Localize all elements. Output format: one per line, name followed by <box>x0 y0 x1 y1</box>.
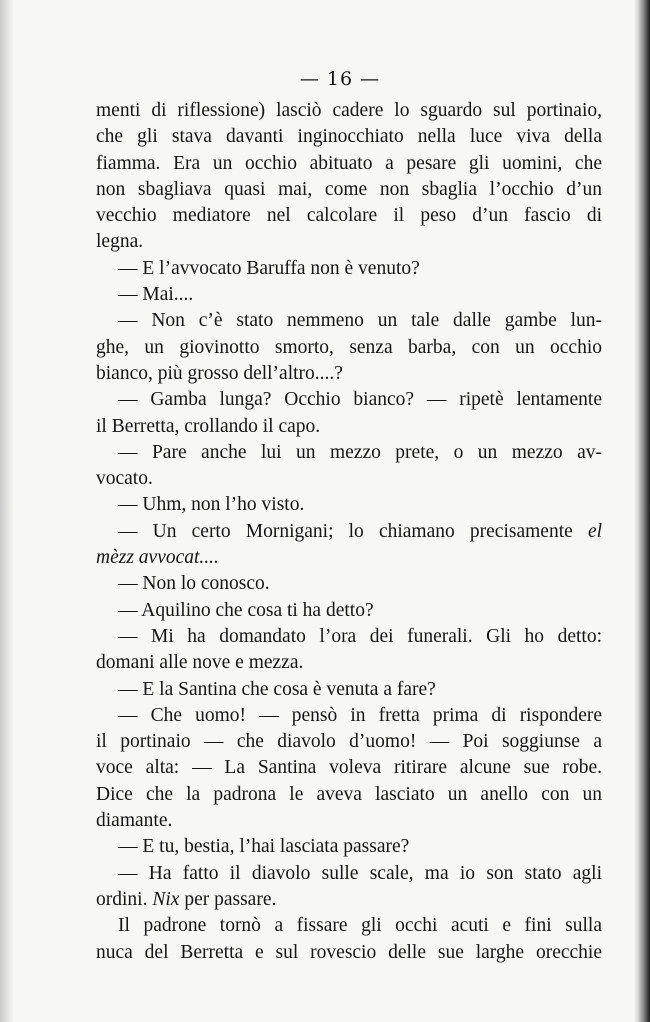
page-left-edge <box>0 0 14 1022</box>
italic-phrase: mèzz avvocat.... <box>96 547 219 569</box>
text-line <box>96 440 602 466</box>
text-line-content: — Pare anche lui un mezzo prete, o un mezzo av- <box>118 441 602 463</box>
text-line <box>96 808 602 834</box>
text-line-content: il Berretta, crollando il capo. <box>96 415 321 437</box>
text-line <box>96 729 602 755</box>
text-line-content: — Uhm, non l’ho visto. <box>118 494 305 516</box>
text-line <box>96 203 602 229</box>
text-line <box>96 492 602 518</box>
text-line <box>96 335 602 361</box>
text-line <box>96 624 602 650</box>
text-line <box>96 124 602 150</box>
text-line-content: il portinaio — che diavolo d’uomo! — Poi soggiunse a <box>96 731 602 753</box>
text-line-content: — E la Santina che cosa è venuta a fare? <box>118 678 436 700</box>
text-line <box>96 650 602 676</box>
text-line <box>96 361 602 387</box>
text-line-content: ordini. <box>96 888 148 910</box>
page-number: — 16 — <box>299 68 381 90</box>
text-line <box>96 782 602 808</box>
text-line <box>96 414 602 440</box>
text-line <box>96 545 602 571</box>
text-line-content: legna. <box>96 231 144 253</box>
text-line-content: voce alta: — La Santina voleva ritirare alcune sue robe. <box>96 757 602 779</box>
text-line-content: — Gamba lunga? Occhio bianco? — ripetè lentamente <box>118 389 602 411</box>
text-line-content: menti di riflessione) lasciò cadere lo sguardo sul portinaio, <box>96 100 602 121</box>
text-line-content: vocato. <box>96 468 153 490</box>
text-line <box>96 98 602 124</box>
text-line <box>96 282 602 308</box>
text-line <box>96 229 602 255</box>
text-line <box>96 177 602 203</box>
text-line-tail: per passare. <box>184 888 277 910</box>
text-line-content: domani alle nove e mezza. <box>96 652 304 674</box>
text-line-content: che gli stava davanti inginocchiato nella luce viva della <box>96 126 602 148</box>
text-line-content: vecchio mediatore nel calcolare il peso d’un fascio di <box>96 205 602 227</box>
text-line <box>96 387 602 413</box>
text-line-content: — Che uomo! — pensò in fretta prima di rispondere <box>118 704 602 726</box>
italic-word: Nix <box>152 888 180 910</box>
text-line-content: — Un certo Mornigani; lo chiamano precisamente <box>118 520 573 542</box>
text-line <box>96 308 602 334</box>
text-line-content: ghe, un giovinotto smorto, senza barba, con un occhio <box>96 336 602 358</box>
text-line-content: fiamma. Era un occhio abituato a pesare gli uomini, che <box>96 152 602 174</box>
text-line <box>96 861 602 887</box>
text-line-content: — Non c’è stato nemmeno un tale dalle gambe lun- <box>118 310 602 332</box>
text-line <box>96 940 602 966</box>
text-line-content: — Non lo conosco. <box>118 573 270 595</box>
text-line <box>96 466 602 492</box>
text-line-content: nuca del Berretta e sul rovescio delle sue larghe orecchie <box>96 941 602 963</box>
text-line-content: — E tu, bestia, l’hai lasciata passare? <box>118 836 410 858</box>
text-line-content: — Aquilino che cosa ti ha detto? <box>118 599 374 621</box>
text-line <box>96 887 602 913</box>
text-line-content: Dice che la padrona le aveva lasciato un anello con un <box>96 783 602 805</box>
text-line <box>96 598 602 624</box>
text-line <box>96 571 602 597</box>
text-line-content: bianco, più grosso dell’altro....? <box>96 362 343 384</box>
text-line-content: — Mai.... <box>118 284 194 306</box>
text-line-content: — E l’avvocato Baruffa non è venuto? <box>118 257 420 279</box>
text-line-content: — Mi ha domandato l’ora dei funerali. Gli ho detto: <box>118 625 602 647</box>
text-line-content: diamante. <box>96 810 173 832</box>
text-line <box>96 703 602 729</box>
text-line <box>96 256 602 282</box>
body-text <box>96 98 602 966</box>
text-line <box>96 913 602 939</box>
text-line-content: Il padrone tornò a fissare gli occhi acuti e fini sulla <box>118 915 602 937</box>
text-line-content: non sbagliava quasi mai, come non sbaglia l’occhio d’un <box>96 178 602 200</box>
text-line-content: — Ha fatto il diavolo sulle scale, ma io son stato agli <box>118 862 602 884</box>
page-right-edge <box>634 0 650 1022</box>
italic-phrase: el <box>587 520 603 542</box>
text-line <box>96 677 602 703</box>
text-line <box>96 519 602 545</box>
text-line <box>96 755 602 781</box>
text-line <box>96 151 602 177</box>
text-line <box>96 834 602 860</box>
